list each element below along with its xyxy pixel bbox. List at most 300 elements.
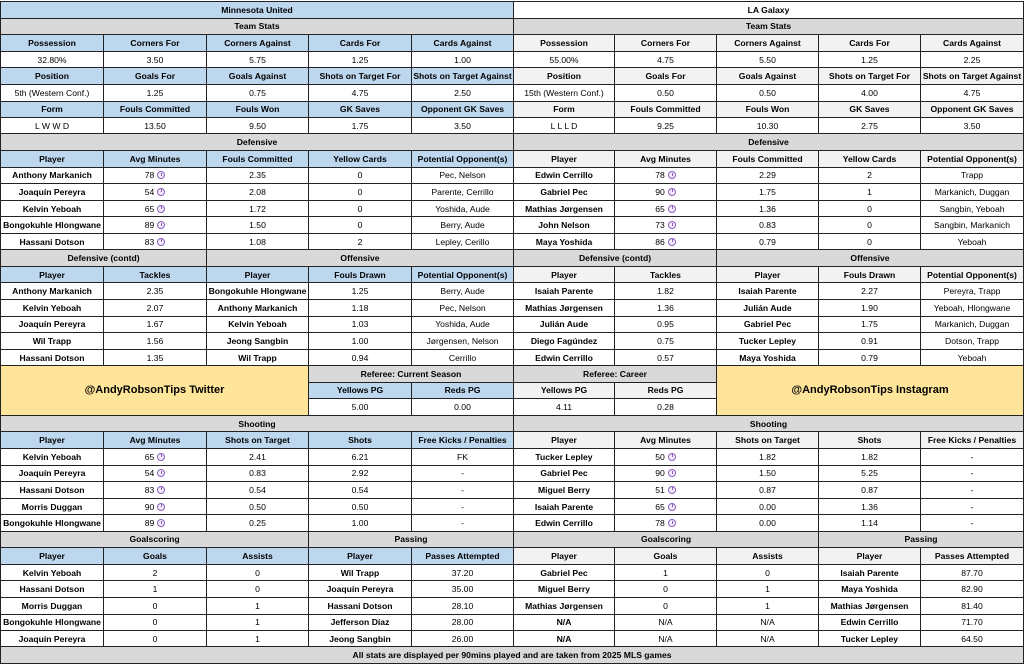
section-title: Shooting	[1, 415, 514, 432]
stat-value: 0.50	[615, 84, 717, 101]
minutes-value: 83	[144, 236, 155, 247]
stat-value: 1	[207, 614, 309, 631]
stopwatch-icon	[668, 519, 676, 527]
stat-value: -	[921, 465, 1024, 482]
stat-value: 0.00	[717, 498, 819, 515]
column-header: Shots on Target	[717, 432, 819, 449]
stat-value: L W W D	[1, 118, 104, 135]
stat-value: 0	[104, 597, 207, 614]
stopwatch-icon	[668, 188, 676, 196]
player-name: Maya Yoshida	[514, 233, 615, 250]
column-header: Goals	[104, 548, 207, 565]
stat-value: 6.21	[309, 448, 412, 465]
stat-value: 0.79	[819, 349, 921, 366]
galaxy-defensive-contd	[513, 249, 717, 366]
stat-value: 1.75	[309, 118, 412, 135]
column-header: Passes Attempted	[921, 548, 1024, 565]
player-name: Edwin Cerrillo	[514, 349, 615, 366]
stat-value: 4.75	[615, 51, 717, 68]
player-name: Miguel Berry	[514, 581, 615, 598]
minnesota-passing	[308, 531, 514, 648]
column-header: Potential Opponent(s)	[412, 266, 514, 283]
stat-value	[104, 184, 207, 201]
stat-header: Fouls Won	[207, 101, 309, 118]
stat-value: 0	[309, 217, 412, 234]
stat-header: Cards Against	[921, 35, 1024, 52]
stat-header: Fouls Committed	[615, 101, 717, 118]
stat-value: 0.25	[207, 515, 309, 532]
player-name: Hassani Dotson	[1, 349, 104, 366]
stat-value: 0.83	[717, 217, 819, 234]
stat-value	[104, 167, 207, 184]
minutes-value: 89	[144, 220, 155, 231]
player-name: Mathias Jørgensen	[819, 597, 921, 614]
column-header: Fouls Drawn	[309, 266, 412, 283]
stat-value: N/A	[717, 631, 819, 648]
stat-header: Corners Against	[207, 35, 309, 52]
stat-value: Yoshida, Aude	[412, 316, 514, 333]
player-name: Maya Yoshida	[717, 349, 819, 366]
column-header: Fouls Committed	[717, 150, 819, 167]
galaxy-passing	[818, 531, 1024, 648]
player-name: Edwin Cerrillo	[514, 515, 615, 532]
stat-value: 1.75	[819, 316, 921, 333]
minutes-value: 65	[655, 501, 665, 512]
player-name: N/A	[514, 614, 615, 631]
stat-value: L L L D	[514, 118, 615, 135]
stat-value: 0.95	[615, 316, 717, 333]
referee-current-title: Referee: Current Season	[309, 366, 514, 383]
player-name: Morris Duggan	[1, 498, 104, 515]
stat-value: 0.28	[615, 399, 717, 416]
stat-value: 1.36	[615, 300, 717, 317]
stat-value: 1.08	[207, 233, 309, 250]
stat-value: Sangbin, Markanich	[921, 217, 1024, 234]
stopwatch-icon	[668, 238, 676, 246]
referee-current	[308, 365, 514, 416]
player-name: Joaquín Pereyra	[1, 631, 104, 648]
stopwatch-icon	[157, 503, 165, 511]
stat-value: -	[921, 515, 1024, 532]
stopwatch-icon	[668, 486, 676, 494]
stat-header: Corners For	[615, 35, 717, 52]
stat-value: Cerrillo	[412, 349, 514, 366]
stat-value: 0.75	[207, 84, 309, 101]
player-name: Mathias Jørgensen	[514, 300, 615, 317]
galaxy-offensive	[716, 249, 1024, 366]
stat-value	[615, 465, 717, 482]
column-header: Potential Opponent(s)	[412, 150, 514, 167]
player-name: John Nelson	[514, 217, 615, 234]
column-header: Avg Minutes	[104, 150, 207, 167]
column-header: Player	[717, 266, 819, 283]
stat-value	[104, 515, 207, 532]
stat-value	[615, 200, 717, 217]
column-header: Reds PG	[412, 382, 514, 399]
stat-header: Cards Against	[412, 35, 514, 52]
player-name: Anthony Markanich	[1, 283, 104, 300]
stat-value: 32.80%	[1, 51, 104, 68]
stat-value: 0	[207, 564, 309, 581]
stat-value: -	[921, 448, 1024, 465]
stat-value	[104, 217, 207, 234]
stat-value: 0.54	[207, 482, 309, 499]
column-header: Player	[514, 150, 615, 167]
stopwatch-icon	[157, 188, 165, 196]
stat-value: 87.70	[921, 564, 1024, 581]
stat-value: 0.50	[717, 84, 819, 101]
minutes-value: 65	[144, 203, 155, 214]
column-header: Yellows PG	[309, 382, 412, 399]
stat-header: Shots on Target For	[819, 68, 921, 85]
footer	[0, 646, 1024, 664]
player-name: Tucker Lepley	[717, 333, 819, 350]
stat-value: 5.00	[309, 399, 412, 416]
stat-value: Jørgensen, Nelson	[412, 333, 514, 350]
stat-header: Goals Against	[717, 68, 819, 85]
stat-value: Dotson, Trapp	[921, 333, 1024, 350]
stat-value: 1	[207, 631, 309, 648]
stat-header: Form	[514, 101, 615, 118]
section-title: Passing	[819, 531, 1024, 548]
minutes-value: 65	[655, 203, 665, 214]
player-name: Bongokuhle Hlongwane	[1, 217, 104, 234]
section-title: Offensive	[717, 250, 1024, 267]
stat-value: 1.03	[309, 316, 412, 333]
stat-value: 0.00	[412, 399, 514, 416]
stat-value: 0	[819, 233, 921, 250]
stat-value: 2	[309, 233, 412, 250]
stat-value: 2.27	[819, 283, 921, 300]
stopwatch-icon	[668, 453, 676, 461]
stat-value: 1.82	[717, 448, 819, 465]
stat-value: N/A	[717, 614, 819, 631]
stat-value: 10.30	[717, 118, 819, 135]
stat-value: 1	[615, 564, 717, 581]
stat-value: 2.07	[104, 300, 207, 317]
column-header: Player	[514, 432, 615, 449]
stat-value: Sangbin, Yeboah	[921, 200, 1024, 217]
stat-value: 1.36	[717, 200, 819, 217]
stat-value	[615, 217, 717, 234]
minutes-value: 73	[655, 220, 665, 231]
column-header: Potential Opponent(s)	[921, 266, 1024, 283]
column-header: Potential Opponent(s)	[921, 150, 1024, 167]
stopwatch-icon	[157, 469, 165, 477]
stat-value: FK	[412, 448, 514, 465]
player-name: Mathias Jørgensen	[514, 597, 615, 614]
stat-value: 2.08	[207, 184, 309, 201]
column-header: Yellow Cards	[309, 150, 412, 167]
referee-career	[513, 365, 717, 416]
stat-value: 28.10	[412, 597, 514, 614]
stat-value: -	[921, 482, 1024, 499]
stat-value: 3.50	[921, 118, 1024, 135]
stat-value: -	[412, 498, 514, 515]
stat-value: 0.87	[819, 482, 921, 499]
section-title: Goalscoring	[1, 531, 309, 548]
stopwatch-icon	[157, 453, 165, 461]
stat-value	[615, 515, 717, 532]
column-header: Free Kicks / Penalties	[412, 432, 514, 449]
player-name: Julián Aude	[717, 300, 819, 317]
minutes-value: 90	[144, 501, 155, 512]
stat-value: 0	[717, 564, 819, 581]
stat-value: 3.50	[412, 118, 514, 135]
player-name: Wil Trapp	[1, 333, 104, 350]
stat-header: Opponent GK Saves	[412, 101, 514, 118]
stat-value: 9.25	[615, 118, 717, 135]
stopwatch-icon	[157, 238, 165, 246]
stat-value: -	[412, 515, 514, 532]
stat-header: Goals For	[104, 68, 207, 85]
minnesota-shooting	[0, 415, 514, 532]
stat-header: GK Saves	[819, 101, 921, 118]
stat-header: Fouls Won	[717, 101, 819, 118]
stat-value: 0	[309, 167, 412, 184]
column-header: Shots on Target	[207, 432, 309, 449]
stopwatch-icon	[668, 205, 676, 213]
section-title: Defensive	[1, 134, 514, 151]
stat-value	[104, 233, 207, 250]
stat-value: 1.72	[207, 200, 309, 217]
team-name: LA Galaxy	[514, 2, 1024, 19]
promo-instagram	[716, 365, 1024, 416]
stat-value: Pereyra, Trapp	[921, 283, 1024, 300]
stat-value: 37.20	[412, 564, 514, 581]
stat-value	[615, 167, 717, 184]
stat-header: Corners Against	[717, 35, 819, 52]
stat-value	[104, 465, 207, 482]
stat-value: 0.94	[309, 349, 412, 366]
player-name: Gabriel Pec	[717, 316, 819, 333]
column-header: Tackles	[104, 266, 207, 283]
stat-value: 0	[104, 631, 207, 648]
stopwatch-icon	[157, 519, 165, 527]
stat-value: 1.00	[309, 515, 412, 532]
stat-value: 1.25	[104, 84, 207, 101]
section-title: Defensive (contd)	[514, 250, 717, 267]
player-name: Joaquín Pereyra	[1, 184, 104, 201]
column-header: Free Kicks / Penalties	[921, 432, 1024, 449]
stat-value: Parente, Cerrillo	[412, 184, 514, 201]
stat-value: 5th (Western Conf.)	[1, 84, 104, 101]
stat-value: 1.18	[309, 300, 412, 317]
stat-value: 4.75	[921, 84, 1024, 101]
player-name: Joaquín Pereyra	[309, 581, 412, 598]
promo-twitter	[0, 365, 309, 416]
section-title: Passing	[309, 531, 514, 548]
galaxy-goalscoring	[513, 531, 819, 648]
stat-value: 1.25	[309, 283, 412, 300]
player-name: Anthony Markanich	[1, 167, 104, 184]
stat-value: Yeboah, Hlongwane	[921, 300, 1024, 317]
stat-value: 5.25	[819, 465, 921, 482]
stat-value: N/A	[615, 631, 717, 648]
stat-value: 0.91	[819, 333, 921, 350]
column-header: Passes Attempted	[412, 548, 514, 565]
player-name: Wil Trapp	[207, 349, 309, 366]
stat-value: 0.00	[717, 515, 819, 532]
stat-value: Yeboah	[921, 349, 1024, 366]
stat-value: 2	[819, 167, 921, 184]
player-name: Gabriel Pec	[514, 465, 615, 482]
stat-header: Shots on Target Against	[412, 68, 514, 85]
column-header: Player	[207, 266, 309, 283]
stat-value: 1.50	[717, 465, 819, 482]
stat-header: Goals For	[615, 68, 717, 85]
minutes-value: 78	[655, 170, 665, 181]
stopwatch-icon	[668, 503, 676, 511]
stat-value: 2.29	[717, 167, 819, 184]
minutes-value: 54	[144, 186, 155, 197]
stat-value	[104, 200, 207, 217]
stat-value: 0.87	[717, 482, 819, 499]
stat-value: 15th (Western Conf.)	[514, 84, 615, 101]
galaxy-team-stats	[513, 1, 1024, 135]
stat-header: Possession	[1, 35, 104, 52]
stopwatch-icon	[157, 171, 165, 179]
stat-value: Pec, Nelson	[412, 167, 514, 184]
stat-value: 1.36	[819, 498, 921, 515]
footer-note: All stats are displayed per 90mins played and are taken from 2025 MLS games	[1, 647, 1024, 664]
stat-value: 0.50	[207, 498, 309, 515]
player-name: Isaiah Parente	[717, 283, 819, 300]
stat-value: 0	[615, 597, 717, 614]
stat-value: 1.56	[104, 333, 207, 350]
stat-value: 4.75	[309, 84, 412, 101]
stat-header: GK Saves	[309, 101, 412, 118]
section-title: Shooting	[514, 415, 1024, 432]
player-name: Bongokuhle Hlongwane	[207, 283, 309, 300]
stat-value: 2.35	[207, 167, 309, 184]
stat-value: N/A	[615, 614, 717, 631]
minutes-value: 50	[655, 451, 665, 462]
stopwatch-icon	[668, 469, 676, 477]
stat-header: Form	[1, 101, 104, 118]
stat-value: 2.92	[309, 465, 412, 482]
stat-value: 2.35	[104, 283, 207, 300]
column-header: Fouls Drawn	[819, 266, 921, 283]
player-name: Hassani Dotson	[309, 597, 412, 614]
stat-value: 1.67	[104, 316, 207, 333]
column-header: Avg Minutes	[104, 432, 207, 449]
stat-value: 4.11	[514, 399, 615, 416]
minutes-value: 83	[144, 484, 155, 495]
section-title: Goalscoring	[514, 531, 819, 548]
stat-header: Corners For	[104, 35, 207, 52]
column-header: Goals	[615, 548, 717, 565]
player-name: Gabriel Pec	[514, 564, 615, 581]
column-header: Player	[1, 432, 104, 449]
stat-value: Yeboah	[921, 233, 1024, 250]
section-title: Offensive	[207, 250, 514, 267]
player-name: Morris Duggan	[1, 597, 104, 614]
stat-value: Markanich, Duggan	[921, 316, 1024, 333]
stat-value: Berry, Aude	[412, 283, 514, 300]
minutes-value: 90	[655, 186, 665, 197]
stat-value: Lepley, Cerillo	[412, 233, 514, 250]
stat-value: 0.79	[717, 233, 819, 250]
stat-value	[615, 448, 717, 465]
player-name: Bongokuhle Hlongwane	[1, 515, 104, 532]
stat-value: 1.82	[819, 448, 921, 465]
column-header: Player	[819, 548, 921, 565]
stat-value	[104, 498, 207, 515]
stopwatch-icon	[157, 205, 165, 213]
stat-value: 1.90	[819, 300, 921, 317]
column-header: Yellow Cards	[819, 150, 921, 167]
column-header: Assists	[717, 548, 819, 565]
stat-value	[615, 184, 717, 201]
stat-value: 0	[819, 200, 921, 217]
section-title: Team Stats	[514, 18, 1024, 35]
stat-value: 3.50	[104, 51, 207, 68]
column-header: Yellows PG	[514, 382, 615, 399]
column-header: Avg Minutes	[615, 432, 717, 449]
referee-career-title: Referee: Career	[514, 366, 717, 383]
column-header: Player	[1, 150, 104, 167]
player-name: Miguel Berry	[514, 482, 615, 499]
stat-value: 9.50	[207, 118, 309, 135]
stat-value: 2.41	[207, 448, 309, 465]
player-name: Wil Trapp	[309, 564, 412, 581]
stat-value: 0	[819, 217, 921, 234]
minutes-value: 65	[144, 451, 155, 462]
stat-value: 1.14	[819, 515, 921, 532]
stat-value	[615, 482, 717, 499]
stopwatch-icon	[157, 486, 165, 494]
player-name: Joaquín Pereyra	[1, 316, 104, 333]
stat-value: 1.25	[819, 51, 921, 68]
instagram-promo: @AndyRobsonTips Instagram	[717, 366, 1024, 416]
minnesota-team-stats	[0, 1, 514, 135]
player-name: Isaiah Parente	[514, 498, 615, 515]
minutes-value: 54	[144, 468, 155, 479]
stat-value: 1.50	[207, 217, 309, 234]
minnesota-defensive	[0, 133, 514, 250]
stat-value: 1	[717, 597, 819, 614]
section-title: Defensive	[514, 134, 1024, 151]
minutes-value: 78	[655, 518, 665, 529]
stat-value: 0	[615, 581, 717, 598]
stat-value: 26.00	[412, 631, 514, 648]
stat-header: Fouls Committed	[104, 101, 207, 118]
column-header: Tackles	[615, 266, 717, 283]
stat-value: 1.35	[104, 349, 207, 366]
player-name: Tucker Lepley	[514, 448, 615, 465]
galaxy-defensive	[513, 133, 1024, 250]
minnesota-defensive-contd	[0, 249, 207, 366]
column-header: Reds PG	[615, 382, 717, 399]
stat-value: Berry, Aude	[412, 217, 514, 234]
stat-value: 81.40	[921, 597, 1024, 614]
player-name: Jeong Sangbin	[207, 333, 309, 350]
player-name: Hassani Dotson	[1, 482, 104, 499]
stat-value: 13.50	[104, 118, 207, 135]
column-header: Shots	[309, 432, 412, 449]
stat-header: Shots on Target For	[309, 68, 412, 85]
player-name: Kelvin Yeboah	[1, 448, 104, 465]
stat-value: 0.50	[309, 498, 412, 515]
stat-value: 0.83	[207, 465, 309, 482]
player-name: Isaiah Parente	[819, 564, 921, 581]
player-name: Kelvin Yeboah	[1, 564, 104, 581]
stat-value: -	[412, 465, 514, 482]
stat-value: 0	[309, 200, 412, 217]
player-name: Hassani Dotson	[1, 581, 104, 598]
player-name: Julián Aude	[514, 316, 615, 333]
